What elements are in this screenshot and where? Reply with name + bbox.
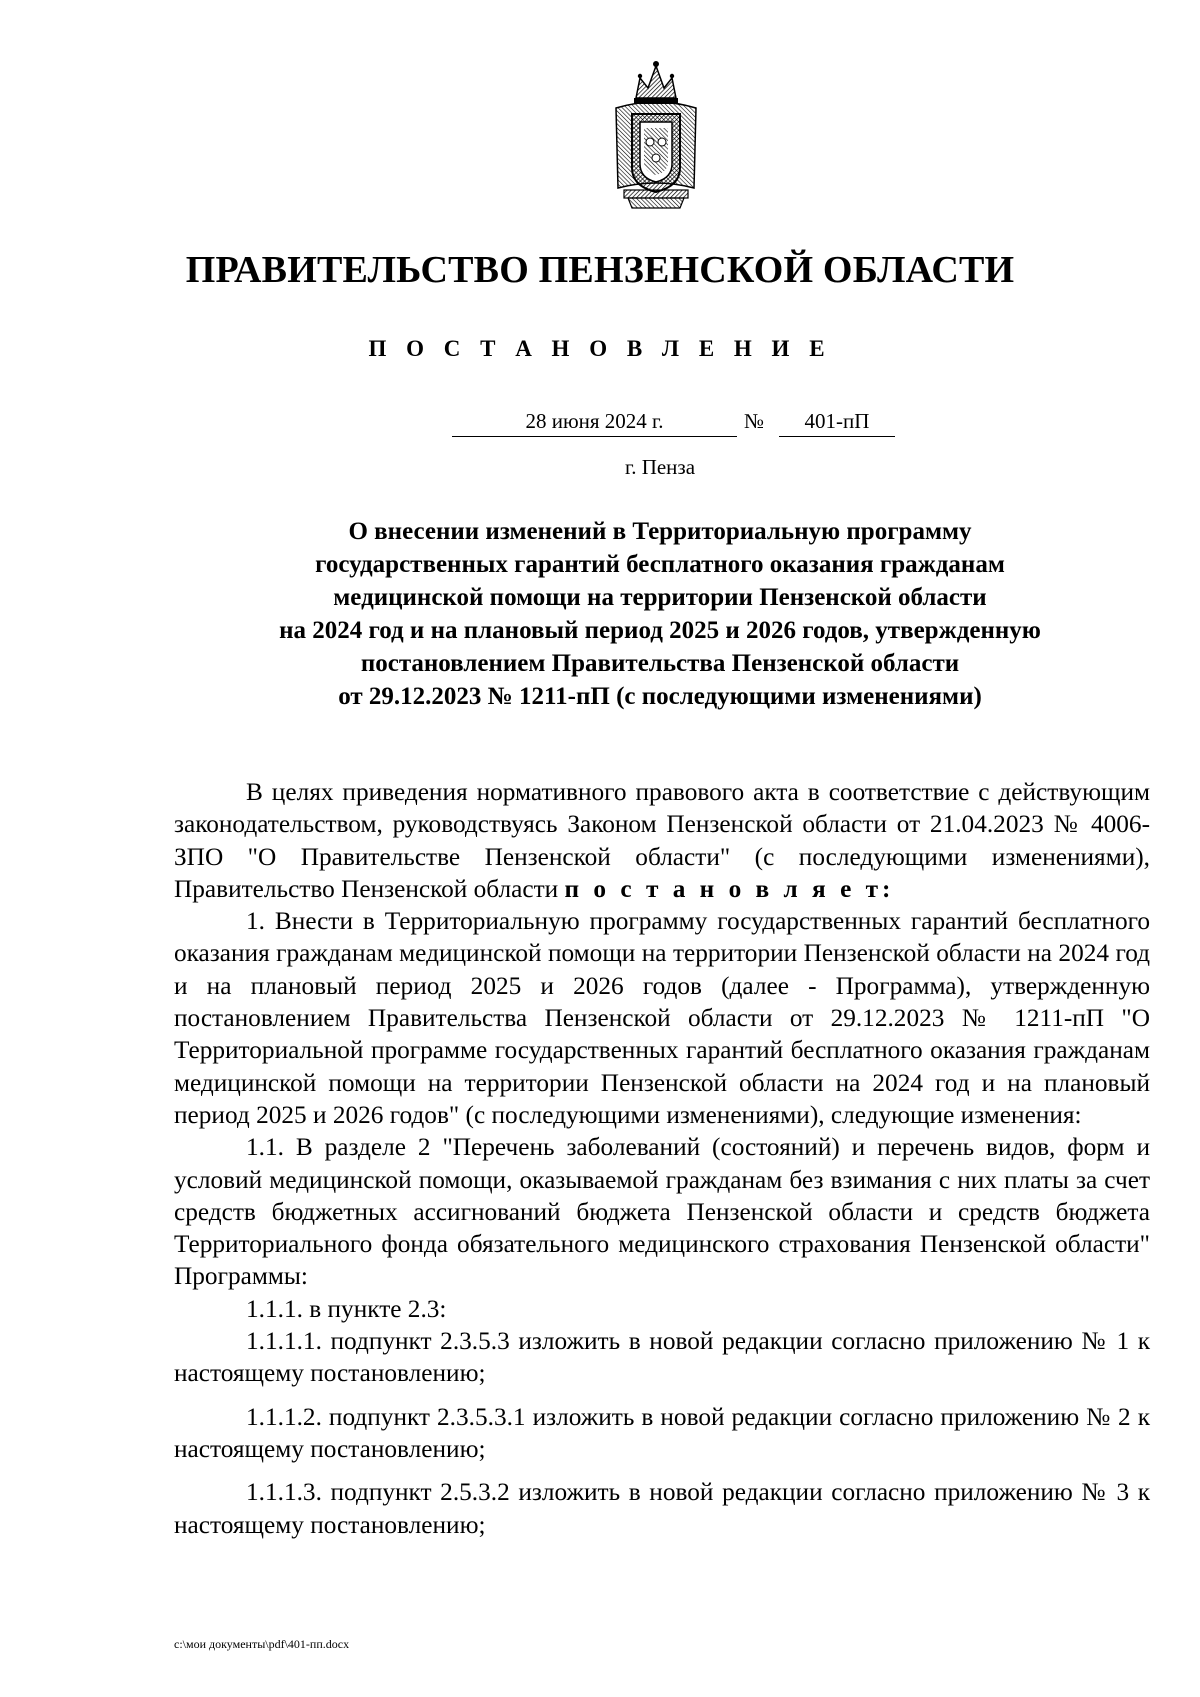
item-1-1-1-1: 1.1.1.1. подпункт 2.3.5.3 изложить в новой редакции согласно приложению № 1 к настоящему постановлению; <box>174 1327 1150 1388</box>
resolution-number: 401-пП <box>779 409 895 437</box>
subject-line: О внесении изменений в Территориальную программу <box>348 518 972 545</box>
resolution-date: 28 июня 2024 г. <box>452 409 737 437</box>
item-1-1: 1.1. В разделе 2 "Перечень заболеваний (состояний) и перечень видов, форм и условий медицинской помощи, оказываемой гражданам без взимания с них платы за счет средств бюджетных ассигнований бюджета Пензенской области и средств бюджета Территориального фонда обязательного медицинского страхования Пензенской области" Программы: <box>174 1133 1150 1291</box>
item-1-1-1: 1.1.1. в пункте 2.3: <box>246 1294 447 1323</box>
item-1-1-1-3: 1.1.1.3. подпункт 2.5.3.2 изложить в новой редакции согласно приложению № 3 к настоящему постановлению; <box>174 1478 1150 1539</box>
city: г. Пенза <box>624 455 696 479</box>
subject-line: на 2024 год и на плановый период 2025 и 2026 годов, утвержденную <box>279 617 1041 644</box>
document-type: П О С Т А Н О В Л Е Н И Е <box>368 336 832 361</box>
item-1: 1. Внести в Территориальную программу государственных гарантий бесплатного оказания гражданам медицинской помощи на территории Пензенской области на 2024 год и на плановый период 2025 и 2026 годов (далее - Программа), утвержденную постановлением Правительства Пензенской области от 29.12.2023 № 1211-пП "О Территориальной программе государственных гарантий бесплатного оказания гражданам медицинской помощи на территории Пензенской области на 2024 год и на плановый период 2025 и 2026 годов" (с последующими изменениями), следующие изменения: <box>174 907 1150 1129</box>
preamble-paragraph <box>174 776 1150 905</box>
resolution-body <box>174 776 1150 1541</box>
subject-line: государственных гарантий бесплатного оказания гражданам <box>315 551 1005 578</box>
resolves-word: п о с т а н о в л я е т: <box>564 874 895 903</box>
government-title: ПРАВИТЕЛЬСТВО ПЕНЗЕНСКОЙ ОБЛАСТИ <box>185 249 1015 291</box>
subject-line: от 29.12.2023 № 1211-пП (с последующими изменениями) <box>338 683 982 710</box>
resolution-subject <box>150 515 1170 713</box>
preamble-text: В целях приведения нормативного правового акта в соответствие с действующим законодательством, руководствуясь Законом Пензенской области от 21.04.2023 № 4006-ЗПО "О Правительстве Пензенской области" (с последующими изменениями), Правительство Пензенской области <box>174 778 1150 903</box>
item-1-1-1-2: 1.1.1.2. подпункт 2.3.5.3.1 изложить в новой редакции согласно приложению № 2 к настоящему постановлению; <box>174 1402 1150 1463</box>
subject-line: медицинской помощи на территории Пензенской области <box>333 584 987 611</box>
number-sign: № <box>744 409 765 433</box>
file-path: c:\мои документы\pdf\401-пп.docx <box>174 1637 350 1651</box>
subject-line: постановлением Правительства Пензенской области <box>360 650 960 677</box>
coat-of-arms-icon <box>606 58 706 210</box>
